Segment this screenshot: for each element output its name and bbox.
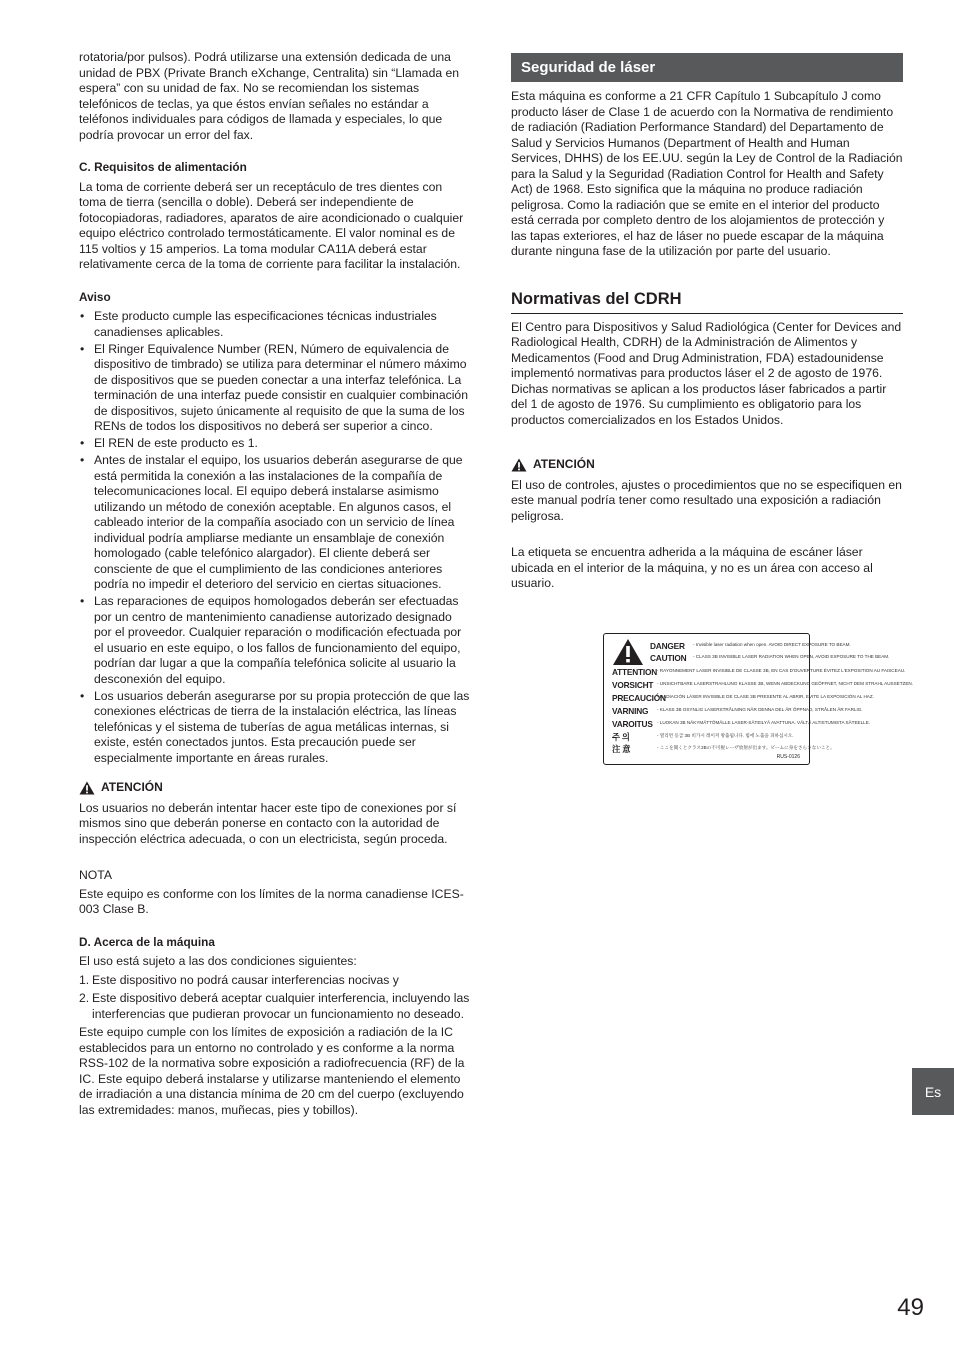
warning-triangle-icon bbox=[511, 458, 527, 472]
nota-label: NOTA bbox=[79, 868, 112, 882]
cdrh-heading: Normativas del CDRH bbox=[511, 289, 903, 314]
label-text-caution: - CLASS 3B INVISIBLE LASER RADIATION WHEN OPEN, AVOID EXPOSURE TO THE BEAM. bbox=[693, 654, 890, 659]
atencion-heading bbox=[511, 457, 903, 473]
label-word-precaucion: PRECAUCIÓN bbox=[612, 693, 666, 703]
list-item bbox=[79, 973, 471, 989]
label-word-vorsicht: VORSICHT bbox=[612, 680, 654, 690]
language-tab: Es bbox=[912, 1068, 954, 1115]
label-text-precaucion: - RADIACIÓN LÁSER INVISIBLE DE CLASE 3B PRESENTE AL ABRIR, EVITE LA EXPOSICIÓN AL HAZ. bbox=[657, 694, 874, 699]
list-item: • Este producto cumple las especificaciones técnicas industriales canadienses aplicables. bbox=[79, 309, 471, 340]
right-column bbox=[511, 53, 903, 592]
aviso-list bbox=[79, 309, 471, 766]
warning-triangle-icon bbox=[79, 781, 95, 795]
atencion-text: Los usuarios no deberán intentar hacer este tipo de conexiones por sí mismos sino que deberán ponerse en contacto con la autoridad de inspección eléctrica adecuada, o con un electricista, según proceda. bbox=[79, 800, 457, 846]
aviso-title: Aviso bbox=[79, 289, 111, 304]
list-item: • Los usuarios deberán asegurarse por su propia protección de que las conexiones eléctricas de tierra de la instalación eléctrica, las líneas telefónicas y el sistema de tuberías de agua metálicas internas, si existe, estén conectados juntos. Esta precaución puede ser especialmente importante en áreas rurales. bbox=[79, 689, 471, 767]
page-number: 49 bbox=[897, 1294, 924, 1321]
section-c-title: C. Requisitos de alimentación bbox=[79, 160, 247, 174]
atencion-label: ATENCIÓN bbox=[533, 457, 595, 471]
label-word-varning: VARNING bbox=[612, 706, 649, 716]
section-d-title: D. Acerca de la máquina bbox=[79, 934, 215, 949]
label-location-text: La etiqueta se encuentra adherida a la máquina de escáner láser ubicada en el interior de la máquina, y no es un área con acceso al usuario. bbox=[511, 545, 873, 590]
list-item bbox=[79, 991, 471, 1022]
label-text-japanese: - ここを開くとクラス3Bの不可視レーザ放射が出ます。ビームに身をさらさないこと。 bbox=[657, 745, 835, 750]
list-text: Este dispositivo no podrá causar interferencias nocivas y bbox=[92, 972, 399, 987]
section-d-intro: El uso está sujeto a las dos condiciones siguientes: bbox=[79, 954, 357, 968]
section-d-text: Este equipo cumple con los límites de exposición a radiación de la IC establecidos para un entorno no controlado y es conforme a la norma RSS-102 de la normativa sobre exposición a radiofrecuencia (RF) de la IC. Este equipo deberá instalarse y utilizarse manteniendo el elemento de irradiación a una distancia mínima de 20 cm del cuerpo (excluyendo las extremidades: manos, muñecas, pies y tobillos). bbox=[79, 1025, 465, 1117]
warning-triangle-icon bbox=[612, 638, 644, 666]
list-number: 1. bbox=[79, 972, 90, 987]
list-item: • Antes de instalar el equipo, los usuarios deberán asegurarse de que está permitida la conexión a las instalaciones de la compañía de telecomunicaciones local. El equipo deberá instalarse asimismo utilizando un método de conexión aceptable. En algunos casos, el cableado interior de la compañía asociado con un servicio de línea individual podría ampliarse mediante un ensamblaje de conexión homologado (cable telefónico alargador). El cliente deberá ser consciente de que el cumplimiento de las condiciones anteriores podría no impedir el deterioro del servicio en ciertas situaciones. bbox=[79, 453, 471, 593]
label-word-korean: 주 의 bbox=[612, 732, 630, 742]
label-text-vorsicht: - UNSICHTBARE LASERSTRAHLUNG KLASSE 3B, WENN ABDECKUNG GEÖFFNET, NICHT DEM STRAHL AUSSETZEN. bbox=[657, 681, 914, 686]
label-text-korean: - 열리면 등급 3B 비가시 레이저 방출됩니다. 빔에 노출을 피하십시오. bbox=[657, 733, 794, 738]
list-item: • El REN de este producto es 1. bbox=[79, 436, 471, 452]
left-column bbox=[79, 50, 471, 1118]
list-number: 2. bbox=[79, 991, 90, 1005]
laser-safety-text: Esta máquina es conforme a 21 CFR Capítulo 1 Subcapítulo J como producto láser de Clase 1 de acuerdo con la Normativa de rendimiento de radiación (Radiation Performance Standard) del Departamento de Salud y Servicios Humanos (Department of Health and Human Services, DHHS) de los EE.UU. según la Ley de Control de la Radiación para la Salud y la Seguridad (Radiation Control for Health and Safety Act) de 1968. Esto significa que la máquina no produce radiación peligrosa. Como la radiación que se emite en el interior del producto está cerrada por completo dentro de los alojamientos de protección y las tapas exteriores, el haz de láser no puede escapar de la máquina durante ninguna fase de la utilización por parte del usuario. bbox=[511, 89, 903, 258]
laser-safety-heading: Seguridad de láser bbox=[511, 53, 903, 82]
atencion-label: ATENCIÓN bbox=[101, 780, 163, 794]
cdrh-text: El Centro para Dispositivos y Salud Radiológica (Center for Devices and Radiological Health, CDRH) de la Administración de Alimentos y Medicamentos (Food and Drug Administration, FDA) estadounidense implementó normativas para productos láser el 2 de agosto de 1976. Dichas normativas se aplican a los productos láser fabricados a partir del 1 de agosto de 1976. Su cumplimiento es obligatorio para los productos comercializados en los Estados Unidos. bbox=[511, 319, 902, 427]
label-text-varning: - KLASS 3B OSYNLIG LASERSTRÅLNING NÄR DENNA DEL ÄR ÖPPNAD, STRÅLEN ÄR FARLIG. bbox=[657, 707, 863, 712]
label-word-caution: CAUTION bbox=[650, 653, 687, 663]
label-word-attention: ATTENTION bbox=[612, 667, 658, 677]
section-d-list bbox=[79, 973, 471, 1023]
atencion-text: El uso de controles, ajustes o procedimientos que no se especifiquen en este manual podría tener como resultado una exposición a radiación peligrosa. bbox=[511, 477, 902, 523]
list-item: • El Ringer Equivalence Number (REN, Número de equivalencia de dispositivo de timbrado) se utiliza para determinar el número máximo de dispositivos que se pueden conectar a una interfaz telefónica. La terminación de una interfaz puede consistir en cualquier combinación de dispositivos, sujeto únicamente al requisito de que la suma de los RENs de todos los dispositivos no deberá ser superior a cinco. bbox=[79, 342, 471, 435]
label-word-danger: DANGER bbox=[650, 641, 685, 651]
label-text-varoitus: - LUOKAN 3B NÄKYMÄTTÖMÄLLE LASER-SÄTEILYÄ AVATTUNA. VÄLTÄ ALTISTUMISTA SÄTEELLE. bbox=[657, 720, 871, 725]
label-word-japanese: 注 意 bbox=[612, 744, 631, 754]
atencion-heading bbox=[79, 780, 471, 796]
label-word-varoitus: VAROITUS bbox=[612, 719, 653, 729]
nota-text: Este equipo es conforme con los límites de la norma canadiense ICES-003 Clase B. bbox=[79, 886, 464, 916]
label-code: RUS-0126 bbox=[776, 754, 800, 760]
list-item: • Las reparaciones de equipos homologados deberán ser efectuadas por un centro de mantenimiento canadiense autorizado designado por el proveedor. Cualquier reparación o modificación efectuada por el usuario en este equipo, o los fallos de funcionamiento del equipo, podrían dar lugar a que la compañía telefónica solicite al usuario la desconexión del equipo. bbox=[79, 594, 471, 687]
list-text: Este dispositivo deberá aceptar cualquier interferencia, incluyendo las interferencias que pudieran provocar un funcionamiento no deseado. bbox=[92, 991, 470, 1021]
label-text-danger: - Invisible laser radiation when open. AVOID DIRECT EXPOSURE TO BEAM. bbox=[693, 642, 851, 647]
laser-warning-label bbox=[603, 633, 914, 765]
label-text-attention: - RAYONNEMENT LASER INVISIBLE DE CLASSE 3B, EN CAS D'OUVERTURE ÉVITEZ L'EXPOSITION AU FAISCEAU. bbox=[657, 668, 906, 673]
intro-paragraph: rotatoria/por pulsos). Podrá utilizarse una extensión dedicada de una unidad de PBX (Private Branch eXchange, Centralita) sin “Llamada en espera” con su unidad de fax. No se recomiendan los sistemas telefónicos de teclas, ya que éstos envían señales no estándar a teléfonos individuales para códigos de llamada y especiales, lo que podría provocar un error del fax. bbox=[79, 50, 460, 142]
section-c-text: La toma de corriente deberá ser un receptáculo de tres dientes con toma de tierra (sencilla o doble). Deberá ser independiente de fotocopiadoras, radiadores, aparatos de aire acondicionado o cualquier equipo eléctrico controlado termostáticamente. El valor nominal es de 115 voltios y 15 amperios. La toma modular CA11A deberá estar relativamente cerca de la toma de corriente para facilitar la instalación. bbox=[79, 179, 464, 271]
